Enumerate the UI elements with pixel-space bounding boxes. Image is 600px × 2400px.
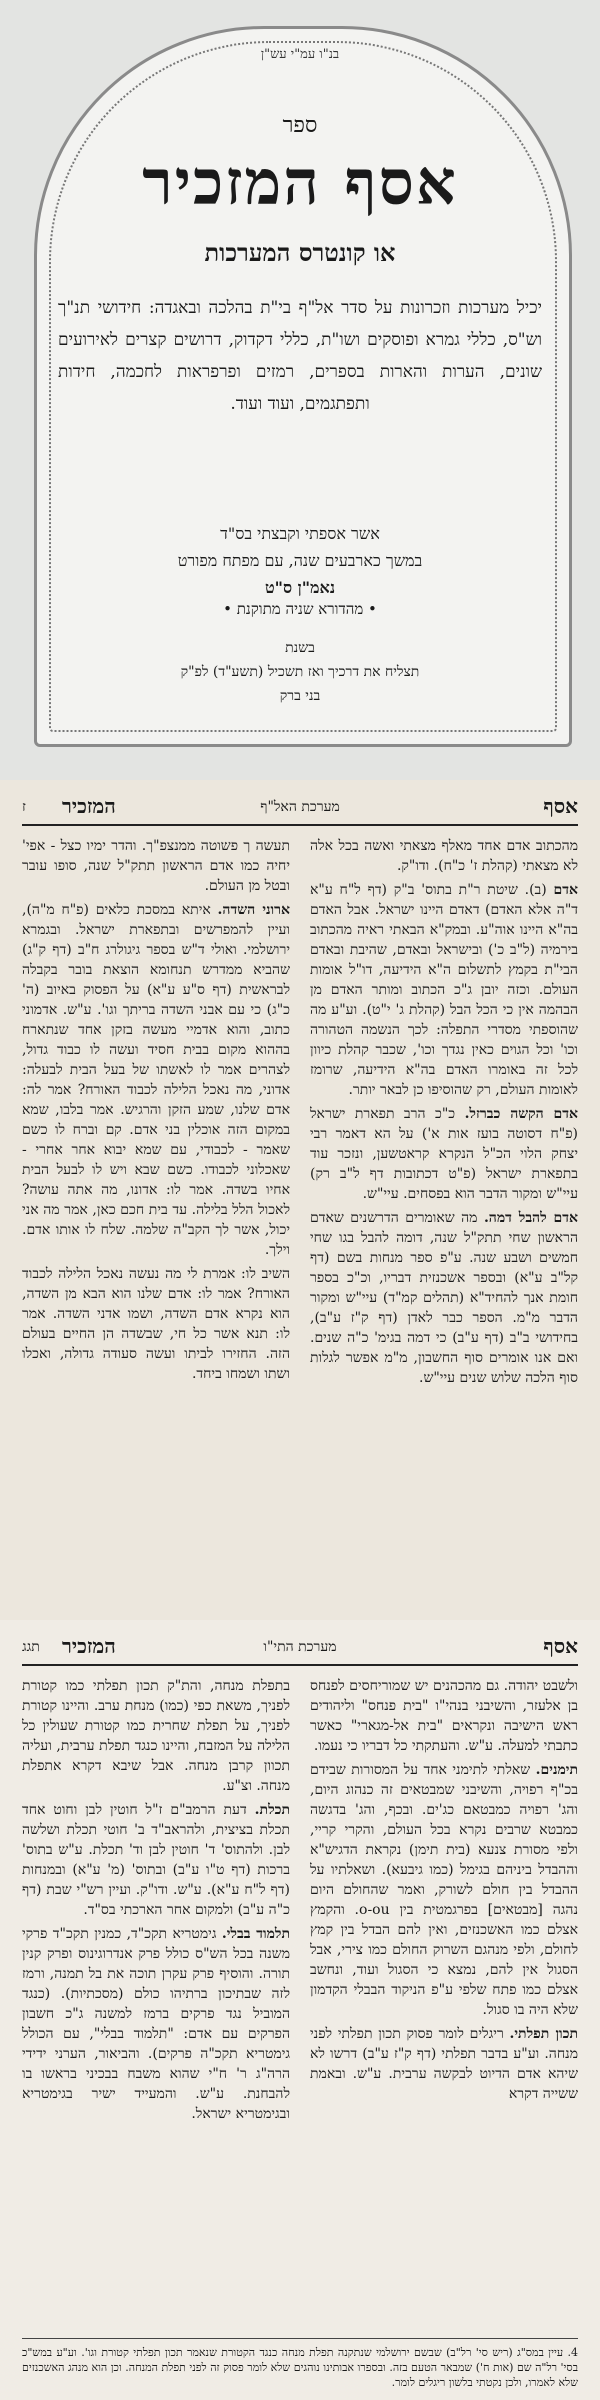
paragraph	[22, 900, 290, 1260]
entry-text: (ב). שיטת ר"ת בתוס' ב"ק (דף ל"ח ע"א ד"ה אלא האדם) דאדם היינו ישראל. אבל האדם בה"א היינו אוה"ע. ובמק"א הבאתי ראיה מהכתוב בירמיה (ל"ב כ') ובישראל ובאדם, שהיבת ובאדם הבי"ת בקמץ לתשלום ה"א הידיעה, דו"ל אומות העולם. וכזה יובן ג"כ הכתוב ומותר האדם מן הבהמה אין כי הכל הבל (קהלת ג' י"ט). וע"ע מה שהוספתי מסדרי התפלה: לכך הנשמה הטהורה וכו' וכל הגוים כאין נגדך וכו', שכבר קהלת כיוון לכל זה באומרו האדם בה"א הידיעה, שרומז לאומות העולם, רק שהוסיפו כן לבאר יותר.	[310, 882, 578, 1098]
paragraph	[22, 1676, 290, 1796]
page-header	[22, 1632, 578, 1666]
title-page	[0, 0, 600, 780]
year-line: תצליח את דרכיך ואז תשכיל (תשע"ד) לפ"ק	[180, 664, 420, 680]
column-right	[310, 836, 578, 1606]
top-note: בנ"ו עמ"י עש"ן	[260, 47, 340, 62]
text-columns	[22, 836, 578, 1606]
compiler-line-1: אשר אספתי וקבצתי בס"ד	[220, 524, 380, 543]
entry-text: מה שאומרים הדרשנים שאדם הראשון שחי תתק"ל שנה, דומה להבל בגו שחי חמשים ושבע שנה. ע"פ ספר מנחות בשם (דף קל"ב ע"א) ובספר אשכנזית דבריו, וכ"כ בספר חומת אנך להחיד"א (תהלים קמ"ד) עיי"ש ומקור הדבר מ"מ. הספר כבר לאדן (דף ק"ז ע"ב), בחידושי ב"ב (דף ע"ב) כי דמה בגימ' כ"ה שנים. ואם אנו אומרים סוף החשבון, מ"מ אפשר לגלות סוף הלכה שלוש שנים עיי"ש.	[310, 1210, 578, 1386]
book-page-tg	[0, 1620, 600, 2400]
entry-lead: אדם הקשה כברזל.	[464, 1106, 578, 1122]
paragraph	[22, 1800, 290, 1920]
column-right	[310, 1676, 578, 2316]
compiler-block	[60, 520, 540, 601]
entry-text: ולשבט יהודה. גם מהכהנים יש שמוריחסים לפנחס בן אלעזר, והשיבני בנהי"ו "בית פנחס" וליהודים ראש הישיבה ונקראים "בית אל-מגארי" כאשר כתבתי למעלה. ע"ש. והעתקתי כל דבריו כי נעמו.	[310, 1678, 578, 1754]
header-right: אסף	[543, 1634, 578, 1658]
footnote: 4. עיין במס"ג (ריש סי' רל"ב) שבשם ירושלמי שנתקנה תפלת מנחה כנגד הקטורת שנאמר תכון תפלתי קטורת וגו'. וע"ע במש"כ בסי' רל"ה שם (אות ח') שמבאר הטעם בזה. ובספרו אבותינו נוהגים שלא לומר פסוק זה לפני תפלת המנחה. וכן הוא מנהג האשכנזים שלא לאמרו, ולכן נקטתי בלשון ריגלים לומר.	[22, 2338, 578, 2390]
entry-text: בתפלת מנחה, והת"ק תכון תפלתי כמו קטורת לפניך, משאת כפי (כמו) מנחת ערב. והיינו קטורת לפניך, על תפלת שחרית כמו קטורת שעולין כל הלילה על המזבח, והיינו כנגד תפלת ערבית, ועליה תכוון קרבן מנחה. אבל שיבא דקרא אתפלת מנחה. וצ"ע.	[22, 1678, 290, 1794]
entry-text: גימטריא תקכ"ד, כמנין תקכ"ד פרקי משנה בכל הש"ס כולל פרק אנדרוגינוס ופרק קנין תורה. והוסיף פרק עקרן תוכה את בל תמנה, ורמז לזה שבתיכון ברתיהו כולם (מסכתיות). (כנגד המוביל נגד פרקים ברמז למשנה ג"כ חשבון הפרקים עם אדם: "תלמוד בבלי", עם הכולל גימטריא תקכ"ה פרקים). והביאור, הערני ידידי הרה"ג ר' ח"י שהוא משבח בבכיני בראשו בו להבחנת. ע"ש. והמעייד ישיר בגימטריא ובגימטריא ישראל.	[22, 1926, 290, 2122]
year-label: בשנת	[285, 640, 315, 656]
entry-lead: תימנים.	[535, 1762, 578, 1778]
column-left	[22, 1676, 290, 2316]
entry-lead: אדם להבל דמה.	[483, 1210, 578, 1226]
header-left: המזכיר	[62, 1634, 116, 1658]
entry-lead: תכלת.	[254, 1802, 290, 1818]
paragraph	[310, 1104, 578, 1204]
edition-label: • מהדורא שניה מתוקנת •	[223, 600, 377, 618]
paragraph	[310, 836, 578, 876]
paragraph	[310, 2024, 578, 2104]
paragraph	[310, 880, 578, 1100]
book-subtitle: או קונטרס המערכות	[204, 238, 396, 267]
entry-text: תעשה ך פשוטה ממנצפ"ך. והדר ימיו כצל - אפי' יחיה כמו אדם הראשון תתק"ל שנה, סופו עובר ובטל מן העולם.	[22, 838, 290, 894]
sefer-label: ספר	[282, 113, 318, 138]
paragraph	[22, 1264, 290, 1384]
entry-text: דעת הרמב"ם ז"ל חוטין לבן וחוט אחד תכלת בציצית, ולהראב"ד ב' חוטי תכלת ושלשה לבן. ולהתוס' ד' חוטין לבן וד' תכלת. ע"ש בתוס' ברכות (דף ט"ו ע"ב) ובתוס' (מ' ע"א) ובמנחות (דף ל"ח ע"א). ע"ש. ודו"ק. ועיין רש"י שבת (דף כ"ה ע"ב) ולמקום אחר הארכתי בס"ד.	[22, 1802, 290, 1918]
header-center: מערכת האל"ף	[260, 799, 340, 815]
text-columns	[22, 1676, 578, 2316]
header-right: אסף	[543, 794, 578, 818]
entry-text: השיב לו: אמרת לי מה נעשה נאכל הלילה לכבוד האורח? אמר לו: אדם שלנו הוא הבא מן השדה, הוא נקרא אדם השדה, ושמו אדני השדה. אמר לו: תנא אשר כל חי, שבשדה הן החיים בעולם הזה. החזירו לביתו ועשה סעודה גדולה, ואכלו ושתו ושמחו ביחד.	[22, 1266, 290, 1382]
entry-lead: תכון תפלתי.	[509, 2026, 578, 2042]
column-left	[22, 836, 290, 1606]
entry-text: איתא במסכת כלאים (פ"ח מ"ה), ועיין להמפרשים ובתפארת ישראל. ובגמרא ירושלמי. ואולי ד"ש בספר גיגולרג ח"ב (דף ק"ג) שהביא ממדרש תנחומא הוצאת בובר בקבלה לבראשית (דף ס"ע ע"א) על הפסוק באיוב (ה' כ"ג) כי עם אבני השדה בריתך וגו'. ע"ש. אדמוני כתוב, והוא אדמיי מעשה בזקן אחד שנתארח בההוא מקום בבית חסיד ועשה לו כבוד גדול, לצהרים אמר לו לאשתו של בעל הבית לבעלה: אדוני, מה נאכל הלילה לכבוד האורח? אמר לה: אדם שלנו, שמע הזקן והרגיש. אמר בלבו, שמא במקום הזה אוכלין בני אדם. קם וברח לו כשם שאמר - לכבודי, עם שמא יבוא אחר אחרי - שאכלוני לכבודו. כשם שבא ויש לו לבעל הבית אחיו בשדה. אמר לו: אדונו, מה אתה עושה? לאכול הלל בלילה. עד בית חכם כאן, אמר מה אני יכול, אשר לך הקב"ה שלמה. שלח לו אותו אדם. וילך.	[22, 902, 290, 1258]
compiler-line-2: במשך כארבעים שנה, עם מפתח מפורט	[177, 551, 423, 570]
header-left: המזכיר	[62, 794, 116, 818]
book-title: אסף המזכיר	[142, 146, 458, 219]
paragraph	[310, 1676, 578, 1756]
page-header	[22, 792, 578, 826]
compiler-name: נאמ"ן ס"ט	[264, 578, 336, 597]
paragraph	[310, 1208, 578, 1388]
entry-text: שאלתי לתימני אחד על המסורות שבידם בכ"ף רפויה, והשיבני שמבטאים זה כנהוג היום, והג' רפויה כמבטאם כג'ים. ובכף, והג' בדגשה כמבטא שרבים נקרא בכל העולם, והקרי קריי, ולפי מסורת צנעא (בית תימן) נקראת הדגיש"א וההבדל ביניהם בגימל (כמו גיבעא). ושאלתיו על ההבדל בין חולם לשורק, ואמר שהחולם היום נהגה [מבטאים] בפרגמטית בין o-ou. והקמץ אצלם כמו האשכנזים, ואין להם הבדל בין קמץ לחולם, ולפי מנהגם השרוק החולם כמו צירי, אבל הסגול אין להם, נמצא כי הסגול ועוד, ונחשב אצלם כמו פתח שלפי ע"פ הניקוד הבבלי הקדמון שלא היה בו סגול.	[310, 1762, 578, 2018]
entry-text: כ"כ הרב תפארת ישראל (פ"ח דסוטה בועז אות א') על הא דאמר רבי יצחק הלוי הכ"ל הנקרא קראטשען, ונזכר עוד בתפארת ישראל (פ"ט דכתובות דף ל"ב רק) עיי"ש ומקור הדבר הוא בפסחים. עיי"ש.	[310, 1106, 578, 1202]
entry-text: ריגלים לומר פסוק תכון תפלתי לפני מנחה. וע"ע בדבר תפלתי (דף ק"ז ע"ב) דרשו לא שיהא אדם הדיוט לבקשה ערבית. ע"ש. ובאמת ששייה דקרא	[310, 2026, 578, 2102]
entry-lead: אדם	[553, 882, 578, 898]
paragraph	[22, 1924, 290, 2124]
city-label: בני ברק	[279, 688, 321, 704]
header-center: מערכת התי"ו	[263, 1639, 337, 1655]
page-number: ז	[22, 799, 26, 815]
book-page-z	[0, 780, 600, 1620]
page-number: תגג	[22, 1639, 40, 1655]
paragraph	[310, 1760, 578, 2020]
entry-lead: תלמוד בבלי.	[221, 1926, 290, 1942]
book-description: יכיל מערכות וזכרונות על סדר אל"ף בי"ת בהלכה ובאגדה: חידושי תנ"ך וש"ס, כללי גמרא ופוסקים ושו"ת, כללי דקדוק, דרושים קצרים לאירועים שונים, הערות והארות בספרים, רמזים ופרפראות לחכמה, חידות ותפתגמים, ועוד ועוד.	[58, 298, 542, 414]
entry-text: מהכתוב אדם אחד מאלף מצאתי ואשה בכל אלה לא מצאתי (קהלת ז' כ"ח). ודו"ק.	[310, 838, 578, 874]
entry-lead: ארוני השדה.	[217, 902, 290, 918]
paragraph	[22, 836, 290, 896]
